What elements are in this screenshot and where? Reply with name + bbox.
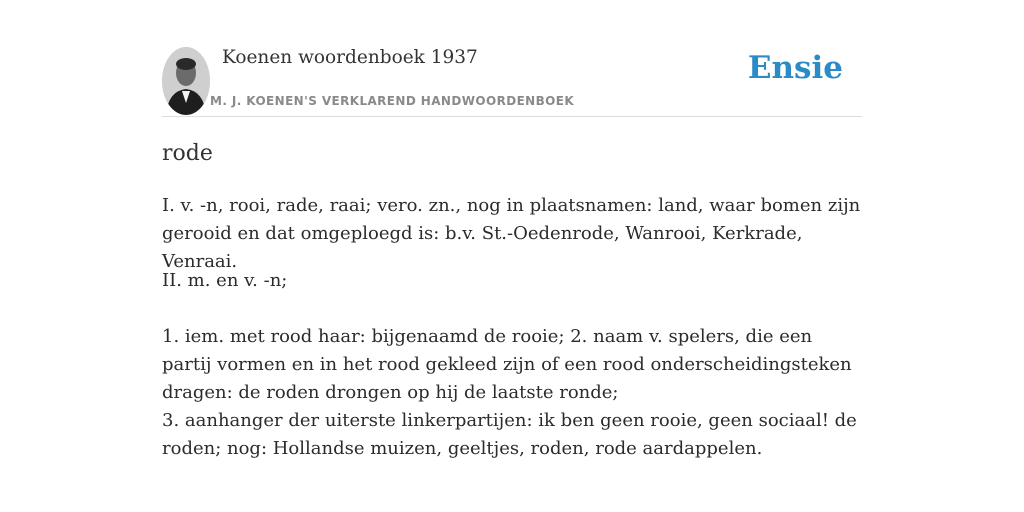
definition-sense-2-line-1: 1. iem. met rood haar: bijgenaamd de rooie; 2. naam v. spelers, die een partij vormen en in het rood gekleed zijn of een rood onderscheidingsteken dragen: de roden drongen op hij de laatste ronde; bbox=[162, 326, 852, 403]
author-portrait-image bbox=[162, 47, 210, 115]
definition-sense-1: I. v. -n, rooi, rade, raai; vero. zn., nog in plaatsnamen: land, waar bomen zijn gerooid en dat omgeploegd is: b.v. St.-Oedenrode, Wanrooi, Kerkrade, Venraai. bbox=[162, 195, 861, 272]
definition-sense-2-body bbox=[162, 323, 862, 463]
dictionary-title[interactable]: Koenen woordenboek 1937 bbox=[222, 47, 478, 68]
entry-headword: rode bbox=[162, 141, 213, 166]
dictionary-header bbox=[162, 46, 862, 117]
ensie-logo-link[interactable]: Ensie bbox=[747, 50, 843, 86]
definition-sense-2-line-2: 3. aanhanger der uiterste linkerpartijen: ik ben geen rooie, geen sociaal! de roden; nog: Hollandse muizen, geeltjes, roden, rode aardappelen. bbox=[162, 410, 857, 459]
dictionary-subtitle: M. J. KOENEN'S VERKLAREND HANDWOORDENBOEK bbox=[210, 94, 575, 108]
definition-sense-2-head: II. m. en v. -n; bbox=[162, 270, 288, 291]
author-portrait bbox=[162, 47, 210, 115]
